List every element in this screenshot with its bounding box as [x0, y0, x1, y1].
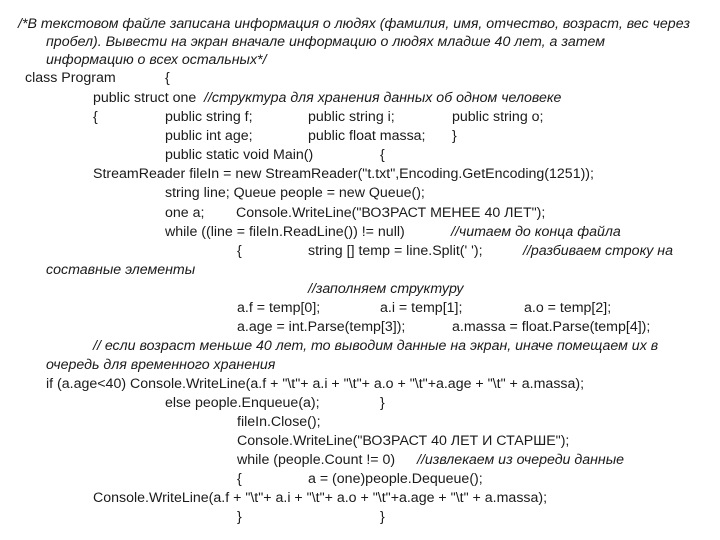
- code-brace: }: [380, 395, 385, 411]
- code-comment: //структура для хранения данных об одном человеке: [204, 90, 562, 106]
- code-comment: //разбиваем строку на: [523, 243, 674, 259]
- code-statement: string line; Queue people = new Queue();: [165, 185, 425, 201]
- code-statement: public string o;: [452, 109, 544, 125]
- code-comment: //извлекаем из очереди данные: [417, 452, 625, 468]
- code-statement: fileIn.Close();: [237, 414, 321, 430]
- code-comment: очередь для временного хранения: [46, 357, 276, 373]
- code-statement: StreamReader fileIn = new StreamReader("t.txt",Encoding.GetEncoding(1251));: [93, 166, 594, 182]
- code-statement: a.age = int.Parse(temp[3]);: [237, 319, 406, 335]
- code-statement: string [] temp = line.Split(' ');: [308, 243, 483, 259]
- code-comment: // если возраст меньше 40 лет, то выводим данные на экран, иначе помещаем их в: [93, 338, 659, 354]
- code-statement: a.f = temp[0];: [237, 300, 321, 316]
- code-statement: a = (one)people.Dequeue();: [308, 471, 483, 487]
- code-comment: //читаем до конца файла: [451, 224, 621, 240]
- class-declaration: class Program: [25, 70, 116, 86]
- code-brace: }: [452, 128, 457, 144]
- code-comment: //заполняем структуру: [308, 281, 464, 297]
- code-statement: public float massa;: [308, 128, 426, 144]
- code-brace: }: [380, 509, 385, 525]
- code-statement: public int age;: [165, 128, 253, 144]
- header-comment-line-1: /*В текстовом файле записана информация о людях (фамилия, имя, отчество, возраст, вес через: [18, 16, 691, 32]
- code-statement: if (a.age<40) Console.WriteLine(a.f + "\t"+ a.i + "\t"+ a.o + "\t"+a.age + "\t" + a.massa);: [46, 376, 585, 392]
- code-statement: one a;: [165, 205, 205, 221]
- code-brace: {: [380, 147, 385, 163]
- code-statement: while ((line = fileIn.ReadLine()) != null): [165, 224, 405, 240]
- code-statement: a.o = temp[2];: [524, 300, 612, 316]
- code-statement: else people.Enqueue(a);: [165, 395, 320, 411]
- code-statement: a.massa = float.Parse(temp[4]);: [452, 319, 651, 335]
- header-comment-line-2: пробел). Вывести на экран вначале информацию о людях младше 40 лет, а затем: [46, 34, 605, 50]
- code-brace: {: [93, 109, 98, 125]
- code-brace: }: [237, 509, 242, 525]
- code-statement: a.i = temp[1];: [380, 300, 463, 316]
- code-statement: Console.WriteLine("ВОЗРАСТ 40 ЛЕТ И СТАРШЕ");: [237, 433, 570, 449]
- code-brace: {: [237, 243, 242, 259]
- header-comment-line-3: информацию о всех остальных*/: [46, 52, 267, 68]
- code-comment: составные элементы: [46, 262, 196, 278]
- struct-declaration: public struct one: [93, 90, 197, 106]
- code-statement: Console.WriteLine(a.f + "\t"+ a.i + "\t"+ a.o + "\t"+a.age + "\t" + a.massa);: [93, 490, 548, 506]
- main-declaration: public static void Main(): [165, 147, 314, 163]
- code-statement: while (people.Count != 0): [237, 452, 396, 468]
- code-statement: Console.WriteLine("ВОЗРАСТ МЕНЕЕ 40 ЛЕТ");: [236, 205, 546, 221]
- code-statement: public string f;: [165, 109, 253, 125]
- code-brace: {: [237, 471, 242, 487]
- code-statement: public string i;: [308, 109, 395, 125]
- code-brace: {: [165, 70, 170, 86]
